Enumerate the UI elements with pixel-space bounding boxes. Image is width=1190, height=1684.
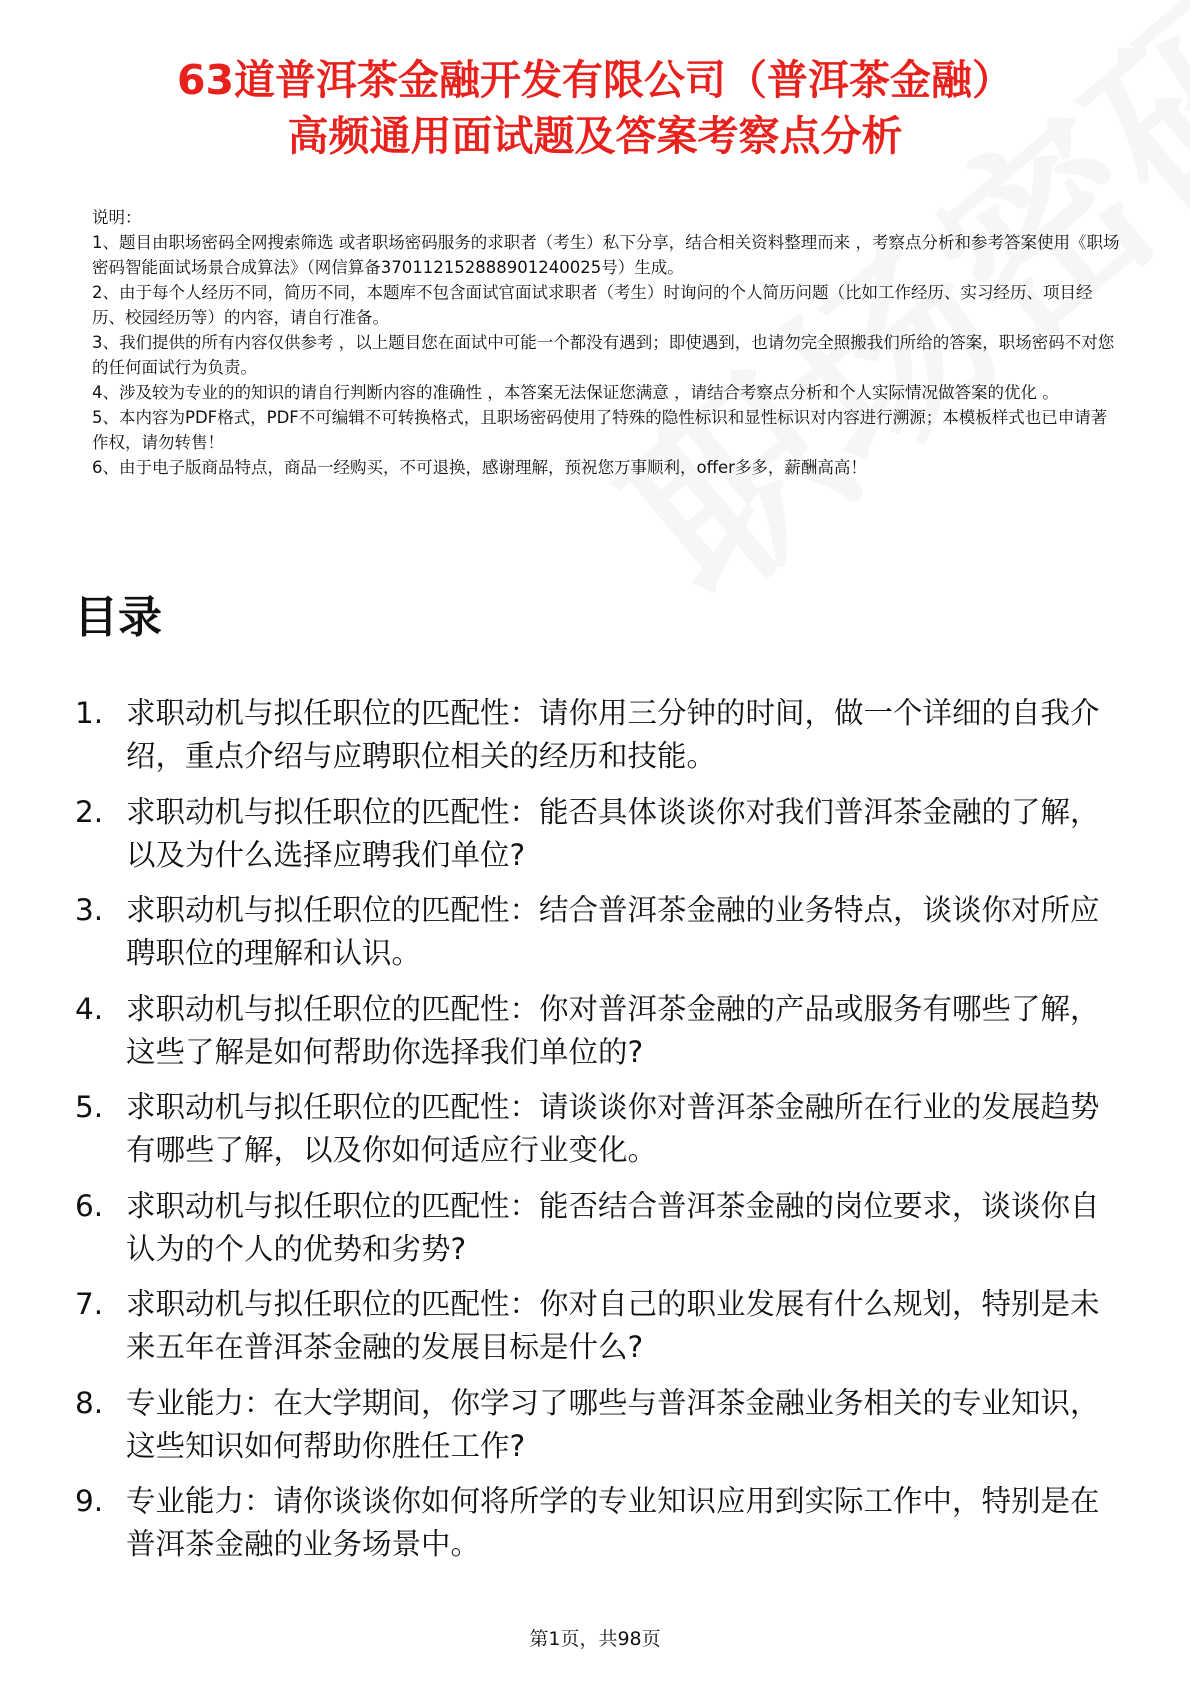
note-item-4: 4、涉及较为专业的的知识的请自行判断内容的准确性 ，本答案无法保证您满意 ，请结合考察点分析和个人实际情况做答案的优化 。 <box>92 383 1059 402</box>
note-item-2: 2、由于每个人经历不同，简历不同，本题库不包含面试官面试求职者（考生）时询问的个人简历问题（比如工作经历、实习经历、项目经历、校园经历等）的内容，请自行准备。 <box>92 283 1093 327</box>
toc-list <box>70 692 1110 1579</box>
toc-item-number: 4. <box>75 991 104 1026</box>
toc-item-text: 求职动机与拟任职位的匹配性：请你用三分钟的时间，做一个详细的自我介绍，重点介绍与应聘职位相关的经历和技能。 <box>126 696 1100 773</box>
toc-item-text: 求职动机与拟任职位的匹配性：你对普洱茶金融的产品或服务有哪些了解，这些了解是如何帮助你选择我们单位的? <box>126 991 1100 1069</box>
toc-item-3[interactable] <box>70 889 1110 975</box>
toc-item-number: 5. <box>75 1090 104 1124</box>
toc-item-text: 专业能力：请你谈谈你如何将所学的专业知识应用到实际工作中，特别是在普洱茶金融的业务场景中。 <box>126 1484 1100 1561</box>
toc-item-text: 求职动机与拟任职位的匹配性：请谈谈你对普洱茶金融所在行业的发展趋势有哪些了解，以及你如何适应行业变化。 <box>126 1090 1100 1167</box>
toc-item-text: 求职动机与拟任职位的匹配性：能否结合普洱茶金融的岗位要求，谈谈你自认为的个人的优势和劣势? <box>126 1188 1100 1266</box>
toc-item-6[interactable] <box>70 1185 1110 1271</box>
toc-item-1[interactable] <box>70 692 1110 778</box>
notes-label: 说明： <box>92 208 142 227</box>
toc-heading: 目录 <box>74 592 162 643</box>
note-item-3: 3、我们提供的所有内容仅供参考 ，以上题目您在面试中可能一个都没有遇到；即使遇到，也请勿完全照搬我们所给的答案，职场密码不对您的任何面试行为负责。 <box>92 333 1115 377</box>
toc-item-number: 3. <box>75 893 104 927</box>
note-item-1: 1、题目由职场密码全网搜索筛选 或者职场密码服务的求职者（考生）私下分享，结合相关资料整理而来 ，考察点分析和参考答案使用《职场密码智能面试场景合成算法》（网信算备370112152888901240025号）生成。 <box>92 233 1120 277</box>
toc-item-9[interactable] <box>70 1480 1110 1566</box>
toc-item-text: 专业能力：在大学期间，你学习了哪些与普洱茶金融业务相关的专业知识，这些知识如何帮助你胜任工作? <box>126 1385 1100 1463</box>
toc-item-8[interactable] <box>70 1382 1110 1468</box>
toc-item-number: 6. <box>75 1188 104 1223</box>
toc-item-number: 8. <box>75 1385 104 1420</box>
page-number: 第1页，共98页 <box>529 1628 661 1650</box>
toc-item-4[interactable] <box>70 988 1110 1074</box>
toc-item-number: 9. <box>75 1484 104 1518</box>
title-line-2: 高频通用面试题及答案考察点分析 <box>287 112 903 160</box>
toc-item-text: 求职动机与拟任职位的匹配性：结合普洱茶金融的业务特点，谈谈你对所应聘职位的理解和认识。 <box>126 893 1100 970</box>
toc-item-7[interactable] <box>70 1283 1110 1369</box>
document-title <box>0 52 1190 164</box>
toc-item-number: 2. <box>75 794 104 829</box>
toc-item-5[interactable] <box>70 1086 1110 1172</box>
toc-item-number: 7. <box>75 1287 104 1321</box>
note-item-5: 5、本内容为PDF格式，PDF不可编辑不可转换格式，且职场密码使用了特殊的隐性标识和显性标识对内容进行溯源；本模板样式也已申请著作权，请勿转售！ <box>92 408 1108 452</box>
note-item-6: 6、由于电子版商品特点，商品一经购买，不可退换，感谢理解，预祝您万事顺利，offer多多，薪酬高高！ <box>92 458 867 477</box>
toc-item-text: 求职动机与拟任职位的匹配性：能否具体谈谈你对我们普洱茶金融的了解，以及为什么选择应聘我们单位? <box>126 794 1100 872</box>
toc-item-2[interactable] <box>70 791 1110 877</box>
toc-item-text: 求职动机与拟任职位的匹配性：你对自己的职业发展有什么规划，特别是未来五年在普洱茶金融的发展目标是什么? <box>126 1287 1100 1364</box>
disclaimer-notes <box>92 205 1122 480</box>
toc-item-number: 1. <box>75 696 104 730</box>
title-line-1: 63道普洱茶金融开发有限公司（普洱茶金融） <box>176 56 1014 104</box>
